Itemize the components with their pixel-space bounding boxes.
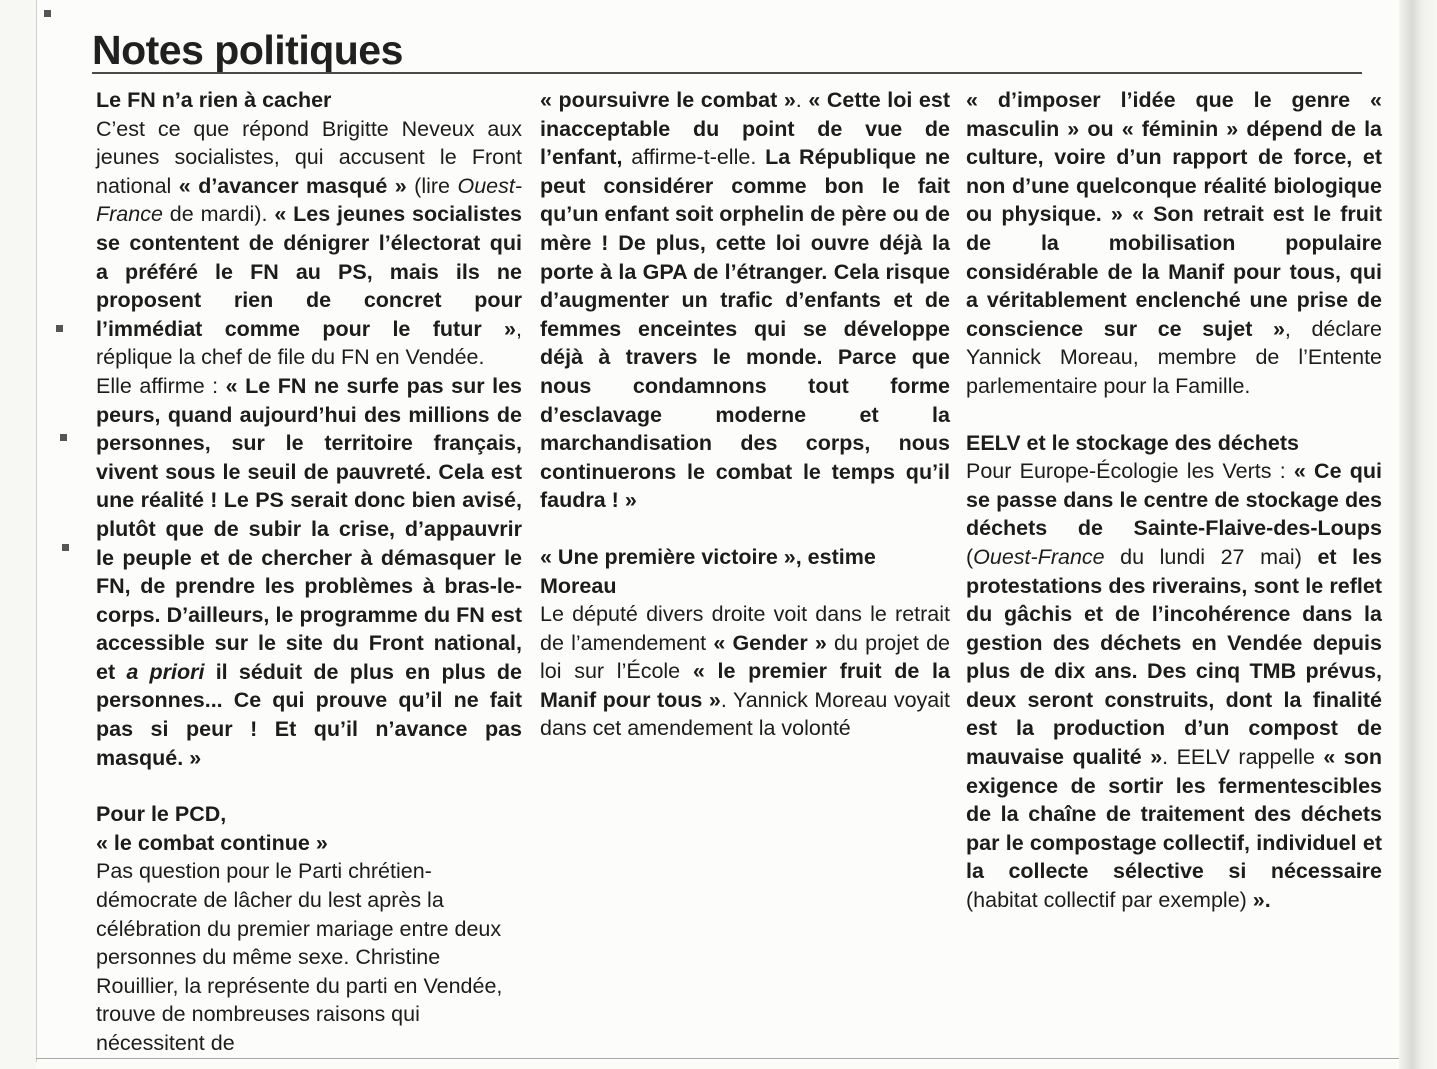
quote-run: et les protestations des riverains, sont le reflet du gâchis et de l’incohérence dans la gestion des déchets en Vendée depuis plus de dix ans. Des cinq TMB prévus, deux seront construits, dont la finalité est la production d’un compost de mauvaise qualité »: [966, 544, 1382, 770]
text-run: . EELV rappelle: [1162, 745, 1324, 770]
quote-run: « le premier fruit de la Manif pour tous »: [540, 659, 950, 712]
quote-run: ».: [1252, 888, 1271, 913]
text-run: du projet de loi sur l’École: [540, 630, 950, 684]
article-paragraph: [540, 600, 950, 743]
heading-line: « le combat continue »: [96, 830, 328, 855]
text-run: Pas question pour le Parti chrétien-démocrate de lâcher du lest après la célébration du premier mariage entre deux personnes du même sexe. Christine Rouillier, la représente du parti en Vendée, trouve de nombreuses raisons qui nécessitent de: [96, 859, 503, 1055]
article-paragraph: [96, 372, 522, 772]
quote-run: « d’avancer masqué »: [178, 173, 407, 198]
scan-right-edge: [1399, 0, 1437, 1069]
article-paragraph: [96, 857, 522, 1057]
text-run: (habitat collectif par exemple): [966, 888, 1253, 913]
quote-run: « son exigence de sortir les fermentescibles de la chaîne de traitement des déchets par le compostage collectif, individuel et la collecte sélective si nécessaire: [966, 745, 1383, 884]
article-paragraph: [96, 115, 522, 372]
page-title: Notes politiques: [92, 27, 403, 73]
column-3: [966, 86, 1382, 915]
binder-hole-mark: [56, 325, 63, 332]
text-run: de mardi).: [162, 202, 275, 227]
text-run: (lire: [406, 173, 458, 198]
text-run: Le député divers droite voit dans le retrait de l’amendement: [540, 602, 950, 655]
article-heading-fn: Le FN n’a rien à cacher: [96, 88, 332, 112]
scan-left-margin: [0, 0, 36, 1069]
text-run: (: [966, 544, 974, 569]
quote-run: « Gender »: [713, 630, 827, 655]
quote-run: « Ce qui se passe dans le centre de stockage des déchets de Sainte-Flaive-des-Loups: [966, 459, 1382, 541]
heading-line: Pour le PCD,: [96, 802, 227, 827]
text-run: . Yannick Moreau voyait dans cet amendement la volonté: [540, 687, 950, 741]
text-run: du lundi 27 mai): [1104, 544, 1318, 569]
spacer: [966, 401, 1382, 429]
quote-run: « Le FN ne surfe pas sur les peurs, quand aujourd’hui des millions de personnes, sur le territoire français, vivent sous le seuil de pauvreté. Cela est une réalité ! Le PS serait donc bien avisé, plutôt que de subir la crise, d’appauvrir le peuple et de chercher à démasquer le FN, de prendre les problèmes à bras-le-corps. D’ailleurs, le programme du FN est accessible sur le site du Front national, et: [96, 373, 522, 684]
text-run: , réplique la chef de file du FN en Vendée.: [96, 316, 522, 370]
article-heading-eelv: EELV et le stockage des déchets: [966, 430, 1299, 455]
spacer: [540, 515, 950, 543]
article-paragraph: [540, 86, 950, 515]
latin-expression: a priori: [126, 659, 205, 684]
article-paragraph: [966, 457, 1382, 915]
article-heading-moreau: « Une première victoire », estime Moreau: [540, 544, 876, 598]
quote-run: « d’imposer l’idée que le genre « masculin » ou « féminin » dépend de la culture, voire d’un rapport de force, et non d’une quelconque réalité biologique ou physique. » « Son retrait est le fruit de la mobilisation populaire considérable de la Manif pour tous, qui a véritablement enclenché une prise de conscience sur ce sujet »: [966, 88, 1382, 341]
source-reference: Ouest-France: [973, 544, 1105, 569]
text-run: .: [795, 88, 809, 112]
text-run: , déclare Yannick Moreau, membre de l’Entente parlementaire pour la Famille.: [966, 316, 1382, 398]
binder-hole-mark: [60, 434, 67, 441]
source-reference: Ouest-France: [96, 173, 522, 227]
article-heading-pcd: [96, 800, 522, 857]
quote-run: « Les jeunes socialistes se contentent de dénigrer l’électorat qui a préféré le FN au PS, mais ils ne proposent rien de concret pour l’immédiat comme pour le futur »: [96, 202, 522, 341]
column-1: [96, 86, 522, 1058]
title-rule: [92, 72, 1362, 74]
quote-run: « Cette loi est inacceptable du point de vue de l’enfant,: [540, 88, 951, 170]
binder-hole-mark: [62, 544, 69, 551]
text-run: « poursuivre le combat »: [540, 88, 796, 112]
text-run: C’est ce que répond Brigitte Neveux aux jeunes socialistes, qui accusent le Front national: [96, 116, 522, 198]
quote-run: il séduit de plus en plus de personnes... Ce qui prouve qu’il ne fait pas si peur ! Et qu’il n’avance pas masqué. »: [96, 659, 522, 770]
clipping-bottom-edge: [36, 1058, 1399, 1059]
article-paragraph: [966, 86, 1382, 401]
spacer: [96, 772, 522, 800]
text-run: affirme-t-elle.: [622, 145, 766, 170]
column-2: [540, 86, 950, 743]
text-run: Pour Europe-Écologie les Verts :: [966, 459, 1294, 484]
quote-run: La République ne peut considérer comme bon le fait qu’un enfant soit orphelin de père ou de mère ! De plus, cette loi ouvre déjà la porte à la GPA de l’étranger. Cela risque d’augmenter un trafic d’enfants et de femmes enceintes qui se développe déjà à travers le monde. Parce que nous condamnons tout forme d’esclavage moderne et la marchandisation des corps, nous continuerons le combat le temps qu’il faudra ! »: [540, 145, 951, 513]
binder-hole-mark: [44, 10, 51, 17]
text-run: Elle affirme :: [96, 373, 226, 398]
